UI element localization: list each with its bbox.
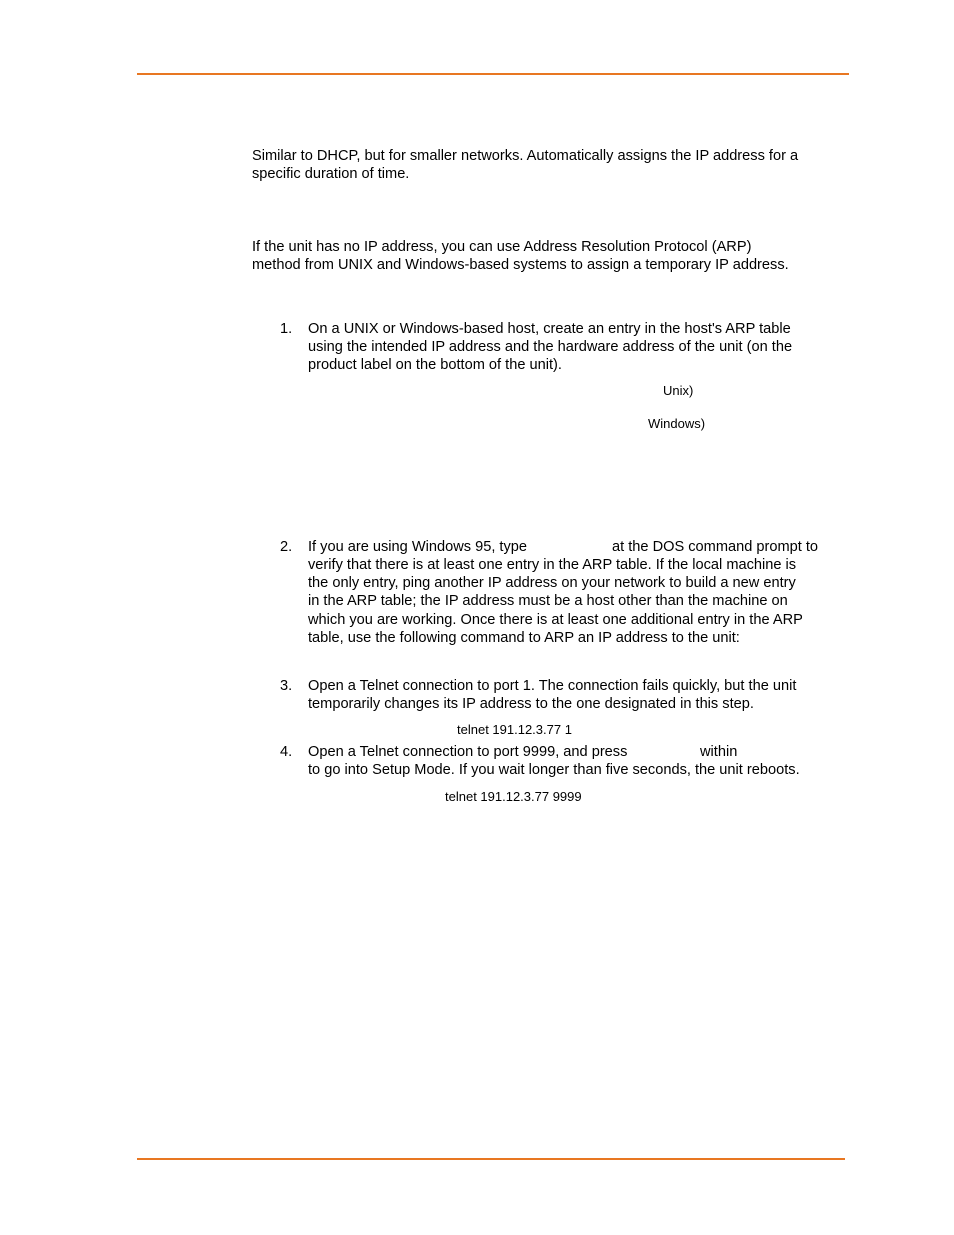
step-number: 4. [280,744,293,760]
text-line: Similar to DHCP, but for smaller networks. Automatically assigns the IP address for a [252,148,799,164]
text-line: method from UNIX and Windows-based systems to assign a temporary IP address. [252,257,789,274]
telnet-command: telnet 191.12.3.77 1 [457,722,572,737]
text-line: verify that there is at least one entry in the ARP table. If the local machine is [308,557,797,573]
unix-note: Unix) [663,383,694,398]
telnet-command: telnet 191.12.3.77 9999 [445,789,582,804]
text-line: using the intended IP address and the hardware address of the unit (on the [308,339,793,356]
step-number: 1. [280,321,293,337]
text-line: which you are working. Once there is at least one additional entry in the ARP [308,611,803,628]
text-line: the only entry, ping another IP address on your network to build a new entry [308,575,796,592]
step-4-first-line-start: Open a Telnet connection to port 9999, and press [308,744,628,760]
text-line: Open a Telnet connection to port 1. The connection fails quickly, but the unit [308,678,797,694]
step-4-first-line-end: within [700,744,738,760]
text-line: table, use the following command to ARP an IP address to the unit: [308,629,740,646]
step-2-first-line-start: If you are using Windows 95, type [308,539,528,555]
text-line: If the unit has no IP address, you can use Address Resolution Protocol (ARP) [252,239,752,255]
text-line: On a UNIX or Windows-based host, create an entry in the host's ARP table [308,321,791,337]
header-rule [137,73,849,75]
text-line: in the ARP table; the IP address must be a host other than the machine on [308,593,788,610]
step-1-text [308,320,848,375]
step-number: 2. [280,539,293,555]
windows-note: Windows) [648,416,706,431]
text-line: to go into Setup Mode. If you wait longer than five seconds, the unit reboots. [308,762,800,778]
arp-intro-paragraph [252,238,852,274]
step-4-text [308,761,848,779]
step-3-text [308,677,848,713]
step-number: 3. [280,678,293,694]
text-line: specific duration of time. [252,166,410,183]
footer-rule [137,1158,845,1160]
step-2-text [308,556,848,647]
ad-hoc-description [252,147,852,183]
text-line: product label on the bottom of the unit). [308,357,562,374]
text-line: temporarily changes its IP address to the one designated in this step. [308,696,754,713]
step-2-first-line-end: at the DOS command prompt to [612,539,819,555]
